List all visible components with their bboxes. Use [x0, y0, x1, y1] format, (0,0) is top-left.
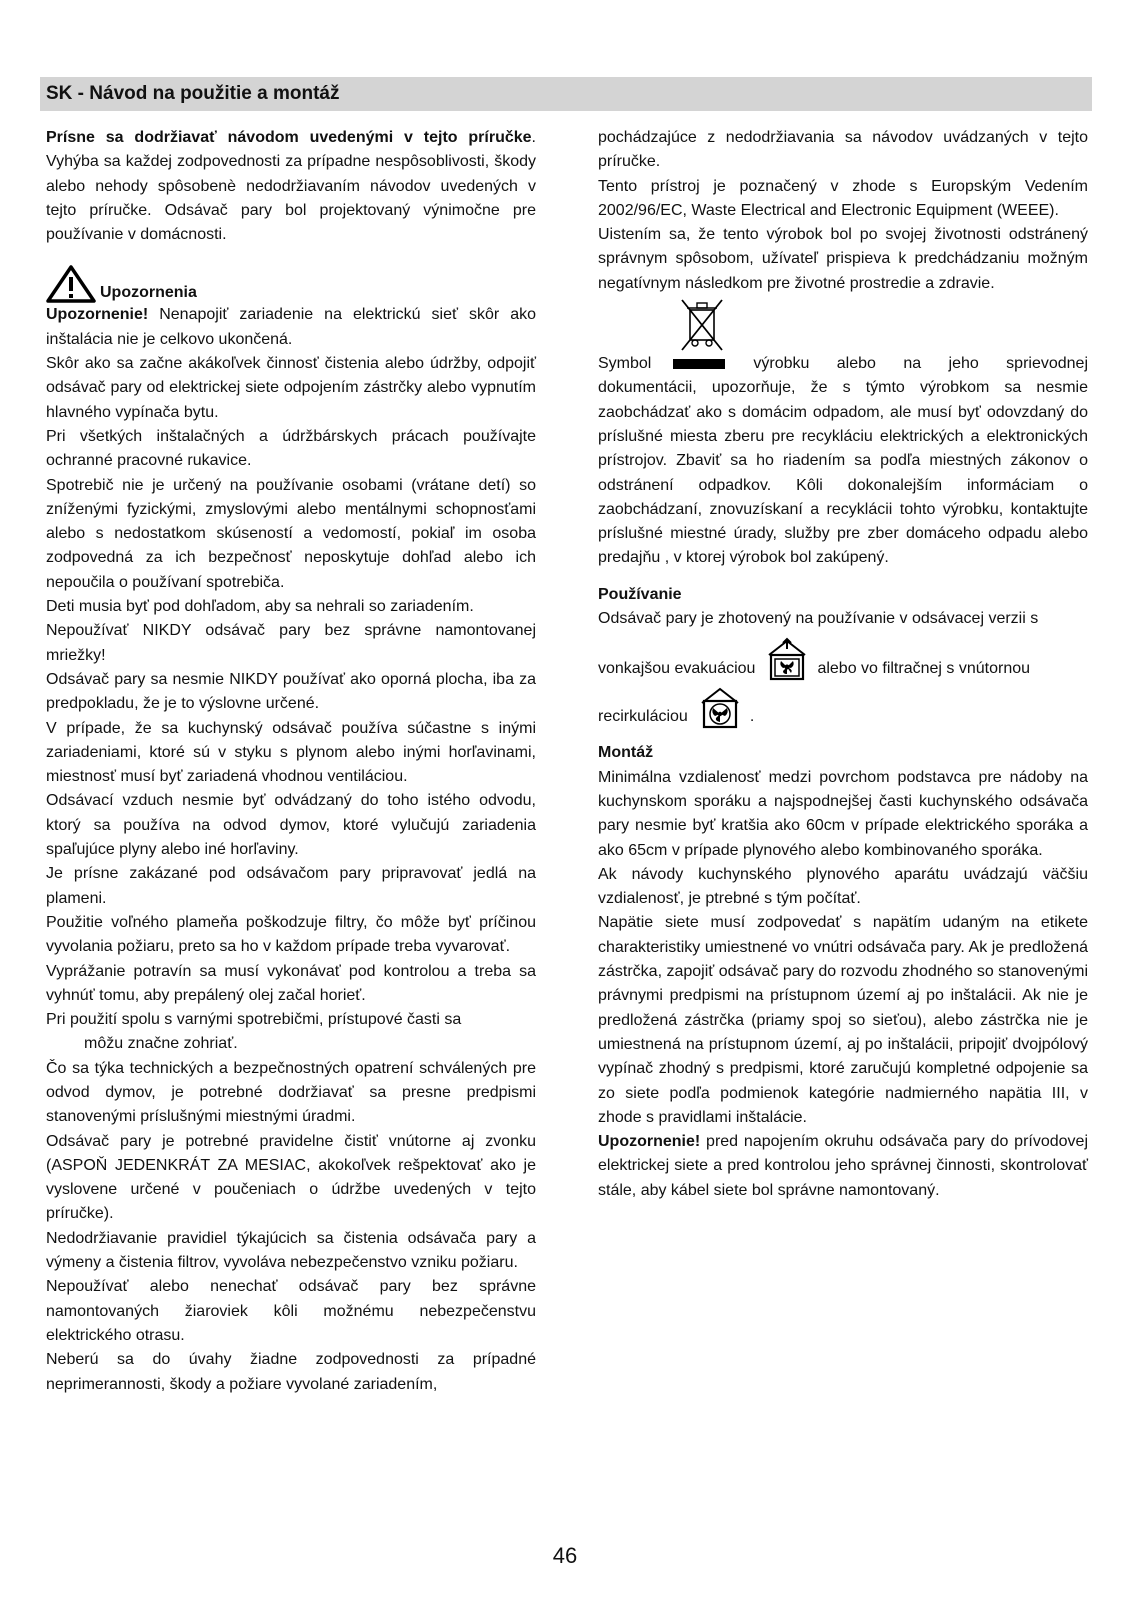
recirculation-end: .: [749, 708, 755, 726]
warning-paragraph: [46, 303, 536, 352]
exhaust-line: [598, 637, 1088, 681]
paragraph: Odsávač pary je potrebné pravidelne čistiť vnútorne aj zvonku (ASPOŇ JEDENKRÁT ZA MESIAC, akokoľvek rešpektovať ako je vyslovene určené v poučeniach o údržbe uvedených v tejto príručke).: [46, 1132, 536, 1223]
paragraph: Je prísne zakázané pod odsávačom pary pripravovať jedlá na plameni.: [46, 865, 536, 907]
paragraph: Skôr ako sa začne akákoľvek činnosť čistenia alebo údržby, odpojiť odsávač pary od elektrickej siete odpojením zástrčky alebo vypnutím hlavného vypínača bytu.: [46, 355, 536, 421]
paragraph: Odsávač pary je zhotovený na používanie v odsávacej verzii s: [598, 610, 1039, 628]
paragraph: pochádzajúce z nedodržiavania sa návodov uvádzaných v tejto príručke.: [598, 129, 1088, 171]
paragraph: Pri použití spolu s varnými spotrebičmi, prístupové časti sa: [46, 1011, 462, 1029]
warnings-heading: [46, 267, 536, 303]
warning-bold: Upozornenie!: [46, 306, 149, 324]
paragraph: Minimálna vzdialenosť medzi povrchom podstavca pre nádoby na kuchynskom sporáku a najspodnejšej časti kuchynského odsávača pary nesmie byť kratšia ako 60cm v prípade elektrického sporáka a ako 65cm v prípade plynového alebo kombinovaného sporáka.: [598, 768, 1088, 859]
warning-bold: Upozornenie!: [598, 1133, 701, 1151]
house-fan-exhaust-icon: [765, 637, 809, 681]
paragraph: Deti musia byť pod dohľadom, aby sa nehrali so zariadením.: [46, 598, 474, 616]
symbol-label: Symbol: [598, 355, 652, 373]
section-header: [40, 77, 1092, 111]
intro-paragraph: [46, 126, 536, 247]
exhaust-label: vonkajšou evakuáciou: [598, 660, 756, 678]
right-column: [598, 126, 1088, 1203]
exhaust-rest: alebo vo filtračnej s vnútornou: [817, 660, 1031, 678]
paragraph: Nepoužívať NIKDY odsávač pary bez správne namontovanej mriežky!: [46, 622, 536, 664]
paragraph: Tento prístroj je poznačený v zhode s Europským Vedením 2002/96/EC, Waste Electrical and Electronic Equipment (WEEE).: [598, 177, 1088, 219]
paragraph: Ak návody kuchynského plynového aparátu uvádzajú väčšiu vzdialenosť, je ptrebné s tým počítať.: [598, 865, 1088, 908]
paragraph: Nepoužívať alebo nenechať odsávač pary bez správne namontovaných žiaroviek kôli možnému nebezpečenstvu elektrického otrasu.: [46, 1278, 536, 1344]
warning-text: pred napojením okruhu odsávača pary do prívodovej elektrickej siete a pred kontrolou jeho správnej činnosti, skontrolovať stále, aby kábel siete bol správne namontovaný.: [598, 1133, 1088, 1199]
paragraph: Uistením sa, že tento výrobok bol po svojej životnosti odstránený správnym spôsobom, užívateľ prispieva k predchádzaniu možným negatívnym následkom pre životné prostredie a zdravie.: [598, 226, 1088, 292]
intro-text: . Vyhýba sa každej zodpovednosti za prípadne nespôsoblivosti, škody alebo nehody spôsobenè nedodržiavaním návodov uvedených v tejto príručke. Odsávač pary bol projektovaný výnimočne pre používanie v domácnosti.: [46, 129, 536, 244]
crossed-out-bin-icon: [678, 296, 726, 352]
symbol-text: výrobku alebo na jeho sprievodnej dokumentácii, upozorňuje, že s týmto výrobkom sa nesmie zaobchádzať ako s domácim odpadom, ale musí byť odovzdaný do príslušné miesta zberu pre recykláciu elektrických a elektronických prístrojov. Zbaviť sa ho riadením sa podľa miestných zákonov o odstránení odpadkov. Kôli dokonalejším informáciam o zaobchádzaní, znovuzískaní a recyklácii tohto výrobku, kontaktujte príslušné miestné úrady, služby pre zber domáceho odpadu alebo predajňu , v ktorej výrobok bol zakúpený.: [598, 355, 1088, 567]
paragraph: V prípade, že sa kuchynský odsávač používa súčastne s inými zariadeniami, ktoré sú v styku s plynom alebo inými horľavinami, miestnosť musí byť zariadená vhodnou ventiláciou.: [46, 719, 536, 786]
weee-symbol-row: [598, 296, 1088, 352]
warning-triangle-icon: [46, 265, 96, 303]
paragraph: Odsávací vzduch nesmie byť odvádzaný do toho istého odvodu, ktorý sa používa na odvod dymov, ktoré vylučujú zariadenia spaľujúce plyny alebo iné horľaviny.: [46, 792, 536, 859]
house-fan-recirculation-icon: [698, 685, 742, 729]
recirculation-line: [598, 685, 1088, 729]
paragraph: Napätie siete musí zodpovedať s napätím udaným na etikete charakteristiky umiestnené vo vnútri odsávača pary. Ak je predložená zástrčka, zapojiť odsávač pary do rozvodu zhodného so stanovenými právnymi predpismi na prístupnom území aj po inštalácii. Ak nie je predložená zástrčka (priamy spoj so sieťou), alebo zástrčka nie je umiestnená na prístupnom území, aj po inštalácii, pripojiť dvojpólový vypínač zhodný s predpismi, ktoré zaručujú kompletné odpojenie sa zo siete podľa podmienok kategórie nadmierného napätia III, v zhode s pravidlami inštalácie.: [598, 914, 1088, 1126]
paragraph: Pri všetkých inštalačných a údržbárskych prácach používajte ochranné pracovné rukavice.: [46, 427, 536, 470]
paragraph: Neberú sa do úvahy žiadne zodpovednosti za prípadné neprimerannosti, škody a požiare vyvolané zariadením,: [46, 1351, 536, 1393]
symbol-paragraph: [598, 352, 1088, 571]
warning-paragraph: [598, 1130, 1088, 1203]
section-title: SK - Návod na použitie a montáž: [46, 83, 340, 104]
paragraph: Spotrebič nie je určený na používanie osobami (vrátane detí) so zníženými fyzickými, zmyslovými alebo mentálnymi schopnosťami alebo s nedostatkom skúseností a vedomostí, pokiaľ im osoba zodpovedná za ich bezpečnosť neposkytuje dohľad alebo ich nepoučila o používaní spotrebiča.: [46, 476, 536, 591]
paragraph: Odsávač pary sa nesmie NIKDY používať ako oporná plocha, iba za predpokladu, že je to výslovne určené.: [46, 670, 536, 713]
black-bar-symbol: [673, 359, 725, 369]
page-number: 46: [552, 1543, 578, 1568]
mount-heading: Montáž: [598, 744, 654, 762]
use-heading: Používanie: [598, 585, 682, 603]
warnings-title: Upozornenia: [100, 284, 197, 302]
paragraph: Vyprážanie potravín sa musí vykonávať pod kontrolou a treba sa vyhnúť tomu, aby prepálený olej začal horieť.: [46, 962, 536, 1004]
recirculation-label: recirkuláciou: [598, 708, 688, 726]
warning-text: Nenapojiť zariadenie na elektrickú sieť skôr ako inštalácia nie je celkovo ukončená.: [46, 306, 536, 348]
paragraph: Použitie voľného plameňa poškodzuje filtry, čo môže byť príčinou vyvolania požiaru, preto sa ho v každom prípade treba vyvarovať.: [46, 913, 536, 956]
paragraph: Čo sa týka technických a bezpečnostných opatrení schválených pre odvod dymov, je potrebné dodržiavať sa presne predpismi stanovenými príslušnými miestnými úradmi.: [46, 1059, 536, 1126]
intro-bold: Prísne sa dodržiavať návodom uvedenými v tejto príručke: [46, 129, 532, 146]
paragraph: Nedodržiavanie pravidiel týkajúcich sa čistenia odsávača pary a výmeny a čistenia filtrov, vyvoláva nebezpečenstvo vzniku požiaru.: [46, 1229, 536, 1272]
paragraph-indented: môžu značne zohriať.: [84, 1035, 238, 1053]
left-column: [46, 126, 536, 1397]
